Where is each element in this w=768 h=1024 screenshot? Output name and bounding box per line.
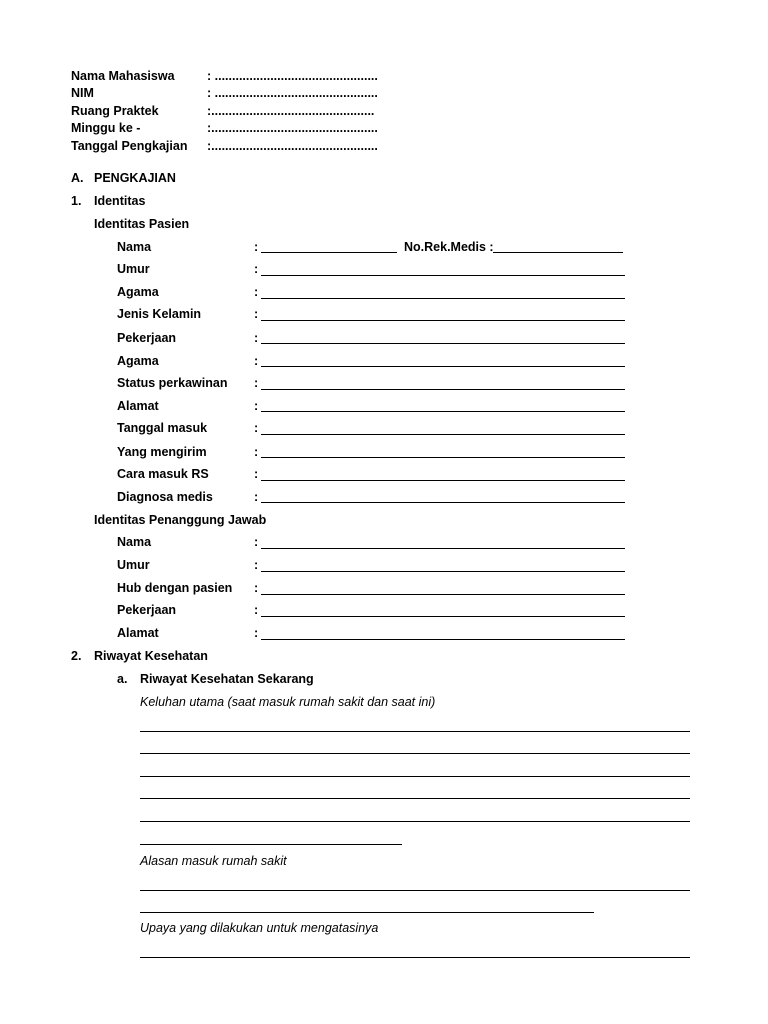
pasien-row-colon: :	[254, 376, 259, 390]
section-a-marker: A.	[71, 171, 84, 185]
pasien-row-label: Yang mengirim	[117, 445, 207, 459]
header-label-tanggal-pengkajian: Tanggal Pengkajian	[71, 139, 188, 153]
alasan-prompt: Alasan masuk rumah sakit	[140, 854, 287, 868]
penanggung-row-colon: :	[254, 603, 259, 617]
identitas-penanggung-title: Identitas Penanggung Jawab	[94, 513, 267, 527]
sub-a-marker: a.	[117, 672, 128, 686]
identitas-pasien-title: Identitas Pasien	[94, 217, 190, 231]
pasien-row-input-line[interactable]	[261, 275, 625, 276]
pasien-row-colon: :	[254, 354, 259, 368]
item-1-marker: 1.	[71, 194, 82, 208]
penanggung-row-colon: :	[254, 535, 259, 549]
pasien-row-colon: :	[254, 421, 259, 435]
penanggung-row-label: Alamat	[117, 626, 159, 640]
pasien-row-label: Nama	[117, 240, 152, 254]
penanggung-row-input-line[interactable]	[261, 548, 625, 549]
pasien-row-label: Diagnosa medis	[117, 490, 213, 504]
penanggung-row-colon: :	[254, 558, 259, 572]
header-label-minggu-ke: Minggu ke -	[71, 121, 141, 135]
section-a-title: PENGKAJIAN	[94, 171, 176, 185]
pasien-row-colon: :	[254, 307, 259, 321]
sub-a-title: Riwayat Kesehatan Sekarang	[140, 672, 314, 686]
pasien-row-label: Status perkawinan	[117, 376, 228, 390]
penanggung-row-colon: :	[254, 626, 259, 640]
pasien-row-input-line[interactable]	[261, 320, 625, 321]
header-value-tanggal-pengkajian[interactable]: :................................................	[207, 139, 378, 153]
answer-line[interactable]	[140, 798, 690, 799]
pasien-row-label: Pekerjaan	[117, 331, 177, 345]
norek-label: No.Rek.Medis :	[404, 240, 494, 254]
pasien-row-input-line[interactable]	[261, 434, 625, 435]
pasien-row-label: Tanggal masuk	[117, 421, 208, 435]
pasien-row-colon: :	[254, 490, 259, 504]
pasien-row-input-line[interactable]	[261, 389, 625, 390]
header-label-nama-mahasiswa: Nama Mahasiswa	[71, 69, 175, 83]
header-value-nim[interactable]: : ...............................................	[207, 86, 378, 100]
pasien-row-input-line[interactable]	[261, 298, 625, 299]
pasien-row-label: Cara masuk RS	[117, 467, 209, 481]
keluhan-prompt: Keluhan utama (saat masuk rumah sakit dan saat ini)	[140, 695, 436, 709]
header-value-ruang-praktek[interactable]: :...............................................	[207, 104, 375, 118]
answer-line[interactable]	[140, 957, 690, 958]
pasien-row-input-line[interactable]	[261, 480, 625, 481]
penanggung-row-input-line[interactable]	[261, 571, 625, 572]
penanggung-row-label: Pekerjaan	[117, 603, 177, 617]
penanggung-row-input-line[interactable]	[261, 616, 625, 617]
header-value-minggu-ke[interactable]: :................................................	[207, 121, 378, 135]
header-label-ruang-praktek: Ruang Praktek	[71, 104, 159, 118]
pasien-row-input-line[interactable]	[261, 366, 625, 367]
header-value-nama-mahasiswa[interactable]: : ...............................................	[207, 69, 378, 83]
penanggung-row-input-line[interactable]	[261, 594, 625, 595]
pasien-row-colon: :	[254, 240, 259, 254]
pasien-row-colon: :	[254, 467, 259, 481]
pasien-row-label: Agama	[117, 354, 159, 368]
pasien-row-colon: :	[254, 331, 259, 345]
penanggung-row-label: Hub dengan pasien	[117, 581, 233, 595]
pasien-row-colon: :	[254, 285, 259, 299]
header-label-nim: NIM	[71, 86, 94, 100]
answer-line[interactable]	[140, 753, 690, 754]
answer-line[interactable]	[140, 912, 594, 913]
pasien-row-input-line[interactable]	[261, 502, 625, 503]
pasien-row-input-line[interactable]	[261, 343, 625, 344]
pasien-row-colon: :	[254, 445, 259, 459]
penanggung-row-colon: :	[254, 581, 259, 595]
item-2-title: Riwayat Kesehatan	[94, 649, 208, 663]
penanggung-row-input-line[interactable]	[261, 639, 625, 640]
pasien-row-label: Alamat	[117, 399, 159, 413]
pasien-nama-input-line[interactable]	[261, 252, 397, 253]
answer-line[interactable]	[140, 776, 690, 777]
item-1-title: Identitas	[94, 194, 146, 208]
answer-line[interactable]	[140, 844, 402, 845]
upaya-prompt: Upaya yang dilakukan untuk mengatasinya	[140, 921, 379, 935]
pasien-row-label: Jenis Kelamin	[117, 307, 202, 321]
answer-line[interactable]	[140, 821, 690, 822]
pasien-row-input-line[interactable]	[261, 411, 625, 412]
pasien-row-label: Umur	[117, 262, 150, 276]
answer-line[interactable]	[140, 731, 690, 732]
pasien-row-label: Agama	[117, 285, 159, 299]
answer-line[interactable]	[140, 890, 690, 891]
norek-input-line[interactable]	[493, 252, 623, 253]
pasien-row-colon: :	[254, 399, 259, 413]
pasien-row-colon: :	[254, 262, 259, 276]
pasien-row-input-line[interactable]	[261, 457, 625, 458]
item-2-marker: 2.	[71, 649, 82, 663]
penanggung-row-label: Nama	[117, 535, 152, 549]
penanggung-row-label: Umur	[117, 558, 150, 572]
